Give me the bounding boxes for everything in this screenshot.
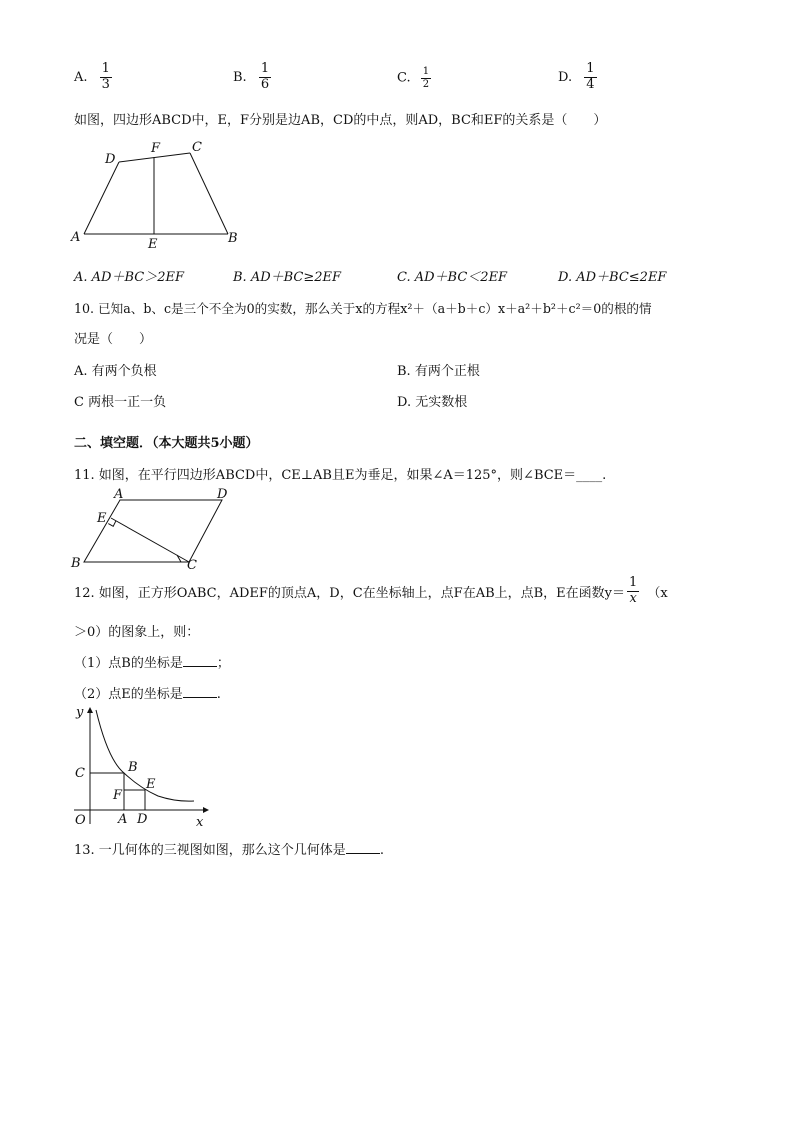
section-heading: 二、填空题．（本大题共5小题） bbox=[74, 436, 259, 451]
q12-label-o: O bbox=[75, 813, 86, 828]
q9-label-b: B bbox=[228, 231, 238, 246]
q12-stem-line2: ＞0）的图象上，则： bbox=[74, 625, 200, 640]
q11-figure bbox=[66, 484, 242, 572]
q8-option-b: B. $\frac{1}{6}$ bbox=[233, 61, 270, 92]
q12-label-e: E bbox=[146, 777, 156, 792]
q11-label-c: C bbox=[187, 558, 197, 572]
q12-label-y: y bbox=[76, 705, 84, 720]
fraction: $\frac{1}{4}$ bbox=[586, 61, 595, 92]
q8-option-d: D. $\frac{1}{4}$ bbox=[558, 61, 595, 92]
q9-label-e: E bbox=[148, 237, 158, 252]
q12-sub2: （2）点E的坐标是 . bbox=[74, 687, 221, 702]
q11-parallelogram bbox=[84, 500, 222, 562]
q10-option-d: D. 无实数根 bbox=[397, 395, 468, 410]
q8-option-c: C. $\frac{1}{2}$ bbox=[397, 66, 430, 90]
answer-blank bbox=[346, 841, 380, 854]
q9-option-b: B. AD＋BC≥2EF bbox=[233, 270, 342, 285]
q12-figure bbox=[66, 700, 216, 830]
fraction: $\frac{1}{x}$ bbox=[629, 575, 638, 606]
q10-option-c: C 两根一正一负 bbox=[74, 395, 167, 410]
q9-label-f: F bbox=[151, 141, 161, 156]
q9-label-d: D bbox=[105, 152, 116, 167]
q9-option-a: A. AD＋BC＞2EF bbox=[74, 270, 184, 285]
q11-right-angle-mark bbox=[108, 521, 116, 527]
q8-option-a: A. $\frac{1}{3}$ bbox=[74, 61, 110, 92]
q9-option-c: C. AD＋BC＜2EF bbox=[397, 270, 508, 285]
q12-hyperbola bbox=[96, 710, 194, 801]
q13-stem: 13. 一几何体的三视图如图，那么这个几何体是 . bbox=[74, 843, 384, 858]
q9-label-a: A bbox=[71, 230, 81, 245]
fraction: $\frac{1}{3}$ bbox=[101, 61, 110, 92]
q12-label-b: B bbox=[128, 760, 138, 775]
q12-label-x: x bbox=[196, 815, 204, 830]
q12-label-d: D bbox=[137, 812, 148, 827]
q9-edge-cb bbox=[190, 153, 228, 234]
fraction: $\frac{1}{2}$ bbox=[422, 66, 430, 90]
q9-stem: 如图，四边形ABCD中，E，F分别是边AB，CD的中点，则AD，BC和EF的关系是（ ） bbox=[74, 113, 607, 128]
fraction: $\frac{1}{6}$ bbox=[260, 61, 270, 92]
q12-square-adef bbox=[124, 790, 145, 810]
q9-figure bbox=[66, 136, 256, 252]
q12-sub1: （1）点B的坐标是 ； bbox=[74, 656, 230, 671]
q12-label-f: F bbox=[113, 788, 123, 803]
answer-blank bbox=[183, 654, 217, 667]
q12-stem-line1: 12. 如图，正方形OABC，ADEF的顶点A，D，C在坐标轴上，点F在AB上，点B，E在函数y＝ $\frac{1}{x}$ （x bbox=[74, 575, 668, 606]
q12-label-a: A bbox=[118, 812, 128, 827]
answer-blank bbox=[183, 685, 217, 698]
q11-label-a: A bbox=[114, 487, 124, 502]
q10-stem-line1: 10. 已知a、b、c是三个不全为0的实数，那么关于x的方程x²＋（a＋b＋c）x＋a²＋b²＋c²＝0的根的情 bbox=[74, 301, 652, 316]
q11-stem: 11. 如图，在平行四边形ABCD中，CE⊥AB且E为垂足，如果∠A＝125°，则∠BCE＝____. bbox=[74, 468, 607, 483]
q10-stem-line2: 况是（ ） bbox=[74, 332, 153, 347]
q11-label-e: E bbox=[97, 511, 107, 526]
q11-label-d: D bbox=[217, 487, 228, 502]
q12-label-c: C bbox=[75, 766, 85, 781]
q10-option-b: B. 有两个正根 bbox=[397, 364, 480, 379]
q9-option-d: D. AD＋BC≤2EF bbox=[558, 270, 667, 285]
q10-option-a: A. 有两个负根 bbox=[74, 364, 157, 379]
q11-label-b: B bbox=[71, 556, 81, 571]
q9-edge-ad bbox=[84, 162, 119, 234]
q9-label-c: C bbox=[192, 140, 202, 155]
